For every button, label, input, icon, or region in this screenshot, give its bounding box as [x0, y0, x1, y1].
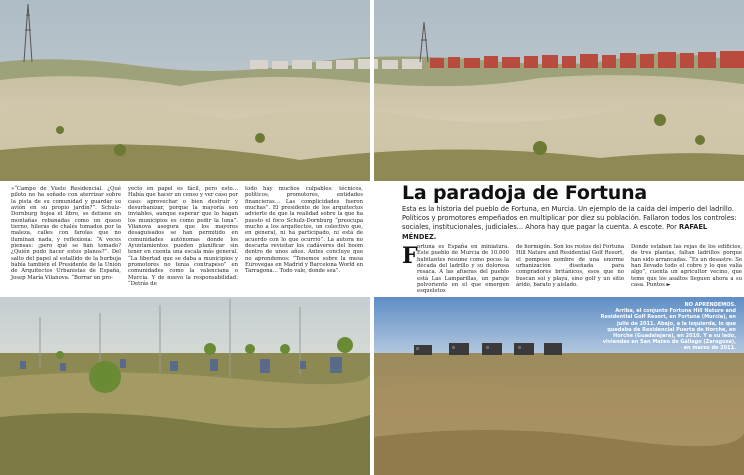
article-lede [402, 205, 740, 242]
body-column-2: de hormigón. Son los restos del Fortuna Hill Nature and Residential Golf Resort, el pomposo nombre de una enorme urbanización diseñada para compradores británicos, esos que no buscan sol y playa, sino golf y un sitio árido, barato y aislado. [516, 244, 624, 289]
left-text-column-3 [245, 186, 363, 275]
photo-caption [596, 302, 736, 352]
body-column-1: ortuna es España en miniatura. Este pueblo de Murcia de 10.000 habitantes resume como pocos la década del ladrillo y su dolorosa resaca. A las afueras del pueblo está Las Lamparillas, un paraje polvoriento en el que emergen esqueletos [417, 244, 509, 295]
drop-cap: F [402, 243, 418, 269]
body-column-3: Donde estaban las rejas de los edificios, de tres plantas, faltan ladrillos porque han sido arrancadas. “Es un desastre. Se han llevado todo el cobre y lo que valía algo”, cuenta un agricultor vecino, que teme que los asaltos lleguen ahora a su casa. Puntos ► [631, 244, 742, 289]
left-column-1-text: »“Campo de Vuelo Residencial. ¿Qué piloto no ha soñado con aterrizar sobre la pista de su comunidad y guardar su avión en su propio jardín?”. Schulz-Dornburg hojea el libro, se detiene en montañas rebanadas como un queso tierno, hileras de chalés tomados por la maleza, calles con farolas que no iluminan nada, y reflexiona: “A veces piensas: ¡pero qué se han tomado? ¿Quién pudo hacer estos planos?”. Del salto del papel al estallido de la burbuja había también el Presidente de la Unión de Arquitectos Urbanistas de España, Josep María Vilanova. “Borrar un pro- [11, 186, 121, 281]
lede-text: Esta es la historia del pueblo de Fortuna, en Murcia. Un ejemplo de la caída del imperio del ladrillo. Políticos y promotores empeñados en multiplicar por diez su población. Fallaron todos los controles: sociales, institucionales, judiciales... Ahora hay que pagar la cuenta. A escote. Por [402, 205, 737, 232]
left-text-column-2 [128, 186, 238, 288]
article-body [402, 244, 742, 294]
lede-author: RAFAEL MÉNDEZ. [402, 223, 708, 241]
bottom-left-photo-horche [0, 297, 370, 475]
left-column-3-text: todo hay muchos culpables: técnicos, políticos, promotores, entidades financieras… Las complicidades fueron muchas”. El presidente de los arquitectos advierte de que la realidad sobre la que ha puesto el foco Schulz-Dornburg “preocupa mucho a los arquitectos, un colectivo que, en general, ni ha participado, ni está de acuerdo con lo que ocurrió”. La autora no descarta revisitar los cadáveres del boom dentro de unos años. Antes concluye que no aprendemos: “Tenemos sobre la mesa Eurovegas en Madrid y Barcelona World en Tarragona… Todo vale, donde sea”. [245, 186, 363, 275]
caption-head: NO APRENDEMOS. [684, 302, 736, 308]
article-headline: La paradoja de Fortuna [402, 182, 648, 204]
left-column-2-text: yecto en papel es fácil, pero esto… Había que hacer un censo y ver caso por caso: aprovechar o bien destruir y desurbanizar, porque la mayoría son inviables, aunque esperar que lo hagan los municipios es como pedir la luna”. Vilanova asegura que los mayores desaguisados se han permitido en comunidades autónomas donde los Ayuntamientos pueden planificar sin tener en cuenta una escala más general. “La libertad que se daba a municipios y promotores no tenía contrapeso” en comunidades como la valenciana o Murcia. Y de nuevo la responsabilidad: “Detrás de [128, 186, 238, 288]
left-text-column-1 [11, 186, 121, 281]
caption-body: Arriba, el conjunto Fortuna Hill Nature and Residential Golf Resort, en Fortuna (Murcia), en julio de 2011. Abajo, a la izquierda, lo que quedaba de Residencial Puerta de Horche, en Horche (Guadalajara), en 2010. Y a su lado, viviendas en San Mateo de Gállego (Zaragoza), en marzo de 2011. [600, 308, 736, 352]
